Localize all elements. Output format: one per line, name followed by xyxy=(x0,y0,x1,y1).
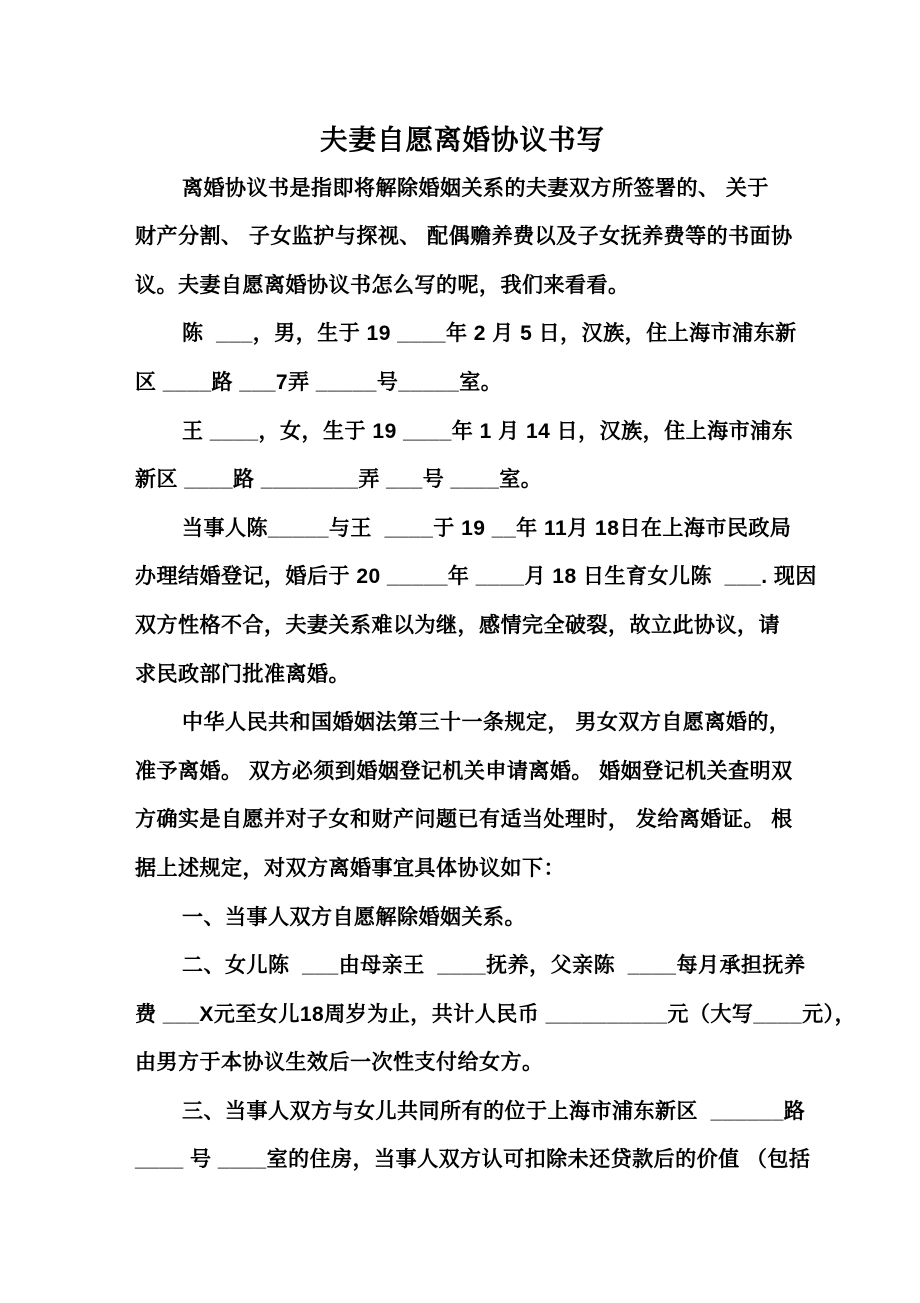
document-line: 离婚协议书是指即将解除婚姻关系的夫妻双方所签署的、 关于 xyxy=(182,176,769,200)
document-line: 双方性格不合，夫妻关系难以为继，感情完全破裂，故立此协议，请 xyxy=(135,613,780,637)
document-title: 夫妻自愿离婚协议书写 xyxy=(320,124,605,155)
document-line: 三、当事人双方与女儿共同所有的位于上海市浦东新区 ______路 xyxy=(182,1099,806,1123)
document-line: 陈 ___，男，生于 19 ____年 2 月 5 日，汉族，住上海市浦东新 xyxy=(182,322,797,346)
document-line: 办理结婚登记，婚后于 20 _____年 ____月 18 日生育女儿陈 ___. 现因 xyxy=(135,565,817,589)
document-line: 财产分割、 子女监护与探视、 配偶赡养费以及子女抚养费等的书面协 xyxy=(135,225,793,249)
document-line: 一、当事人双方自愿解除婚姻关系。 xyxy=(182,905,526,929)
document-line: 区 ____路 ___7弄 _____号_____室。 xyxy=(135,370,503,394)
document-line: 议。夫妻自愿离婚协议书怎么写的呢，我们来看看。 xyxy=(135,273,630,297)
document-line: 费 ___X元至女儿18周岁为止，共计人民币 __________元（大写____元）， xyxy=(135,1002,857,1026)
document-line: 新区 ____路 ________弄 ___号 ____室。 xyxy=(135,468,543,492)
document-line: ____ 号 ____室的住房，当事人双方认可扣除未还贷款后的价值 （包括 xyxy=(135,1148,811,1172)
document-line: 二、女儿陈 ___由母亲王 ____抚养，父亲陈 ____每月承担抚养 xyxy=(182,954,806,978)
document-line: 求民政部门批准离婚。 xyxy=(135,662,350,686)
document-line: 由男方于本协议生效后一次性支付给女方。 xyxy=(135,1051,544,1075)
document-line: 王 ____，女，生于 19 ____年 1 月 14 日，汉族，住上海市浦东 xyxy=(182,419,794,443)
document-line: 方确实是自愿并对子女和财产问题已有适当处理时， 发给离婚证。 根 xyxy=(135,808,793,832)
document-line: 当事人陈_____与王 ____于 19 __年 11月 18日在上海市民政局 xyxy=(182,516,792,540)
document-line: 据上述规定，对双方离婚事宜具体协议如下： xyxy=(135,856,565,880)
document-line: 准予离婚。 双方必须到婚姻登记机关申请离婚。 婚姻登记机关查明双 xyxy=(135,759,793,783)
document-line: 中华人民共和国婚姻法第三十一条规定， 男女双方自愿离婚的， xyxy=(182,711,791,735)
document-body xyxy=(135,116,857,1185)
